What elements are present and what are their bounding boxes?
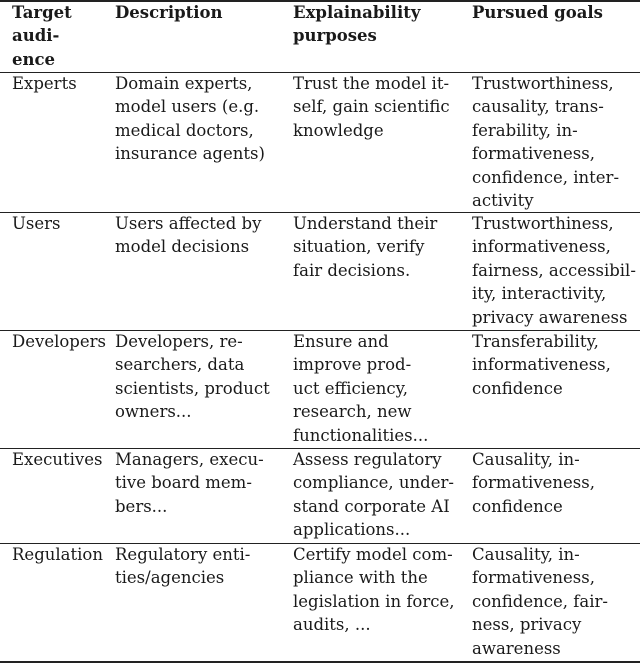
cell-line: Managers, execu- bbox=[115, 450, 264, 469]
cell-line: Domain experts, bbox=[115, 74, 253, 93]
cell-line: Ensure and bbox=[293, 332, 389, 351]
cell-line: ity, interactivity, bbox=[472, 284, 607, 304]
header-line: ence bbox=[12, 49, 56, 69]
goals-cell bbox=[472, 448, 628, 518]
cell-line: ties/agencies bbox=[115, 568, 225, 588]
description-cell bbox=[115, 72, 270, 166]
cell-line: formativeness, bbox=[472, 144, 595, 164]
purposes-cell bbox=[293, 212, 449, 282]
purposes-cell bbox=[293, 72, 449, 142]
audience-cell bbox=[12, 72, 107, 95]
header-line: audi- bbox=[12, 26, 60, 46]
cell-line: applications... bbox=[293, 520, 411, 540]
audience-cell bbox=[12, 448, 107, 471]
header-pursued-goals bbox=[472, 1, 628, 24]
cell-line: research, new bbox=[293, 402, 412, 422]
cell-line: confidence, inter- bbox=[472, 167, 620, 187]
cell-line: formativeness, bbox=[472, 473, 595, 493]
cell-line: activity bbox=[472, 190, 534, 210]
audience-cell bbox=[12, 543, 107, 566]
header-description bbox=[115, 1, 270, 24]
cell-line: confidence, fair- bbox=[472, 591, 608, 611]
cell-line: confidence bbox=[472, 496, 563, 516]
cell-line: stand corporate AI bbox=[293, 496, 450, 516]
cell-line: informativeness, bbox=[472, 237, 611, 257]
cell-line: tive board mem- bbox=[115, 473, 252, 493]
header-line: Target bbox=[12, 3, 72, 22]
header-line: purposes bbox=[293, 26, 377, 46]
cell-line: fair decisions. bbox=[293, 260, 411, 280]
cell-line: Users bbox=[12, 214, 61, 233]
description-cell bbox=[115, 448, 270, 518]
audience-cell bbox=[12, 330, 107, 353]
cell-line: Causality, in- bbox=[472, 450, 580, 469]
description-cell bbox=[115, 543, 270, 590]
header-line: Pursued goals bbox=[472, 3, 603, 22]
cell-line: Causality, in- bbox=[472, 545, 580, 564]
cell-line: Certify model com- bbox=[293, 545, 453, 564]
header-target-audience bbox=[12, 1, 107, 71]
cell-line: searchers, data bbox=[115, 355, 245, 375]
cell-line: Understand their bbox=[293, 214, 438, 233]
cell-line: Trustworthiness, bbox=[472, 74, 614, 93]
cell-line: causality, trans- bbox=[472, 97, 604, 117]
cell-line: Trustworthiness, bbox=[472, 214, 614, 233]
cell-line: confidence bbox=[472, 378, 563, 398]
purposes-cell bbox=[293, 543, 455, 637]
goals-cell bbox=[472, 543, 628, 660]
bottom-rule bbox=[0, 661, 640, 663]
header-explainability-purposes bbox=[293, 1, 449, 48]
cell-line: Developers, re- bbox=[115, 332, 243, 351]
cell-line: owners... bbox=[115, 402, 192, 422]
cell-line: Executives bbox=[12, 450, 103, 469]
cell-line: insurance agents) bbox=[115, 144, 265, 164]
purposes-cell bbox=[293, 448, 454, 542]
cell-line: bers... bbox=[115, 496, 168, 516]
cell-line: legislation in force, bbox=[293, 591, 455, 611]
cell-line: Assess regulatory bbox=[293, 450, 442, 469]
cell-line: medical doctors, bbox=[115, 120, 254, 140]
cell-line: model decisions bbox=[115, 237, 250, 257]
header-line: Explainability bbox=[293, 3, 421, 22]
cell-line: Developers bbox=[12, 332, 106, 351]
cell-line: fairness, accessibil- bbox=[472, 260, 636, 280]
cell-line: awareness bbox=[472, 638, 561, 658]
cell-line: audits, ... bbox=[293, 615, 371, 635]
cell-line: model users (e.g. bbox=[115, 97, 260, 117]
cell-line: functionalities... bbox=[293, 425, 429, 445]
cell-line: Regulatory enti- bbox=[115, 545, 251, 564]
cell-line: scientists, product bbox=[115, 378, 270, 398]
audience-cell bbox=[12, 212, 107, 235]
header-line: Description bbox=[115, 3, 223, 22]
cell-line: formativeness, bbox=[472, 568, 595, 588]
cell-line: informativeness, bbox=[472, 355, 611, 375]
cell-line: Users affected by bbox=[115, 214, 262, 233]
cell-line: pliance with the bbox=[293, 568, 428, 588]
goals-cell bbox=[472, 330, 628, 400]
cell-line: Experts bbox=[12, 74, 77, 93]
goals-cell bbox=[472, 212, 636, 329]
cell-line: compliance, under- bbox=[293, 473, 454, 493]
cell-line: uct efficiency, bbox=[293, 378, 409, 398]
cell-line: ness, privacy bbox=[472, 615, 582, 635]
cell-line: Regulation bbox=[12, 545, 103, 564]
cell-line: privacy awareness bbox=[472, 307, 628, 327]
cell-line: improve prod- bbox=[293, 355, 412, 375]
cell-line: Trust the model it- bbox=[293, 74, 450, 93]
cell-line: knowledge bbox=[293, 120, 384, 140]
cell-line: Transferability, bbox=[472, 332, 599, 351]
description-cell bbox=[115, 330, 270, 424]
cell-line: ferability, in- bbox=[472, 120, 578, 140]
purposes-cell bbox=[293, 330, 449, 447]
description-cell bbox=[115, 212, 270, 259]
goals-cell bbox=[472, 72, 628, 212]
cell-line: situation, verify bbox=[293, 237, 425, 257]
cell-line: self, gain scientific bbox=[293, 97, 450, 117]
